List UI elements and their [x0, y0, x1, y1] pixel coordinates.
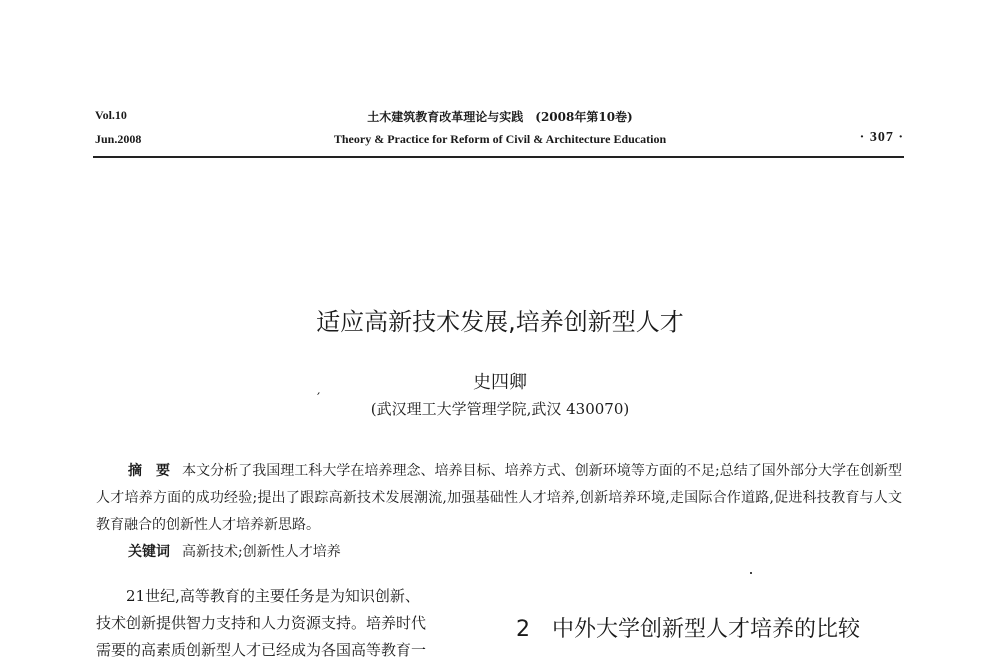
keywords-text: 高新技术;创新性人才培养: [182, 544, 341, 560]
section-number: 2: [516, 617, 530, 642]
body-left-column: [96, 583, 488, 664]
abstract-text: 本文分析了我国理工科大学在培养理念、培养目标、培养方式、创新环境等方面的不足;总结了国外部分大学在创新型人才培养方面的成功经验;提出了跟踪高新技术发展潮流,加强基础性人才培养,创新培养环境,走国际合作道路,促进科技教育与人文教育融合的创新性人才培养新思路。: [96, 463, 903, 533]
journal-title-en: Theory & Practice for Reform of Civil & Architecture Education: [333, 132, 667, 146]
page-number: · 307 ·: [859, 130, 904, 145]
section-title: 中外大学创新型人才培养的比较: [552, 617, 861, 642]
section-heading: [516, 612, 860, 643]
body-line: 需要的高素质创新型人才已经成为各国高等教育一: [96, 641, 427, 659]
author-name: 史四卿: [473, 372, 527, 393]
scan-speck: [750, 572, 752, 574]
abstract-label: 摘 要: [128, 463, 171, 479]
affiliation-mark: ′: [317, 391, 321, 407]
keywords-label: 关键词: [128, 544, 170, 560]
keywords: [128, 541, 341, 561]
body-line: 技术创新提供智力支持和人力资源支持。培养时代: [96, 614, 427, 632]
abstract: [96, 458, 902, 539]
volume-label: Vol.10: [95, 108, 127, 122]
date-label: Jun.2008: [95, 132, 142, 146]
header-rule: [93, 156, 904, 158]
author-affiliation: (武汉理工大学管理学院,武汉 430070): [370, 400, 630, 418]
journal-title-cn: 土木建筑教育改革理论与实践 (2008年第10卷): [367, 110, 633, 124]
body-line: 21世纪,高等教育的主要任务是为知识创新、: [126, 587, 420, 605]
article-title: 适应高新技术发展,培养创新型人才: [316, 308, 684, 336]
